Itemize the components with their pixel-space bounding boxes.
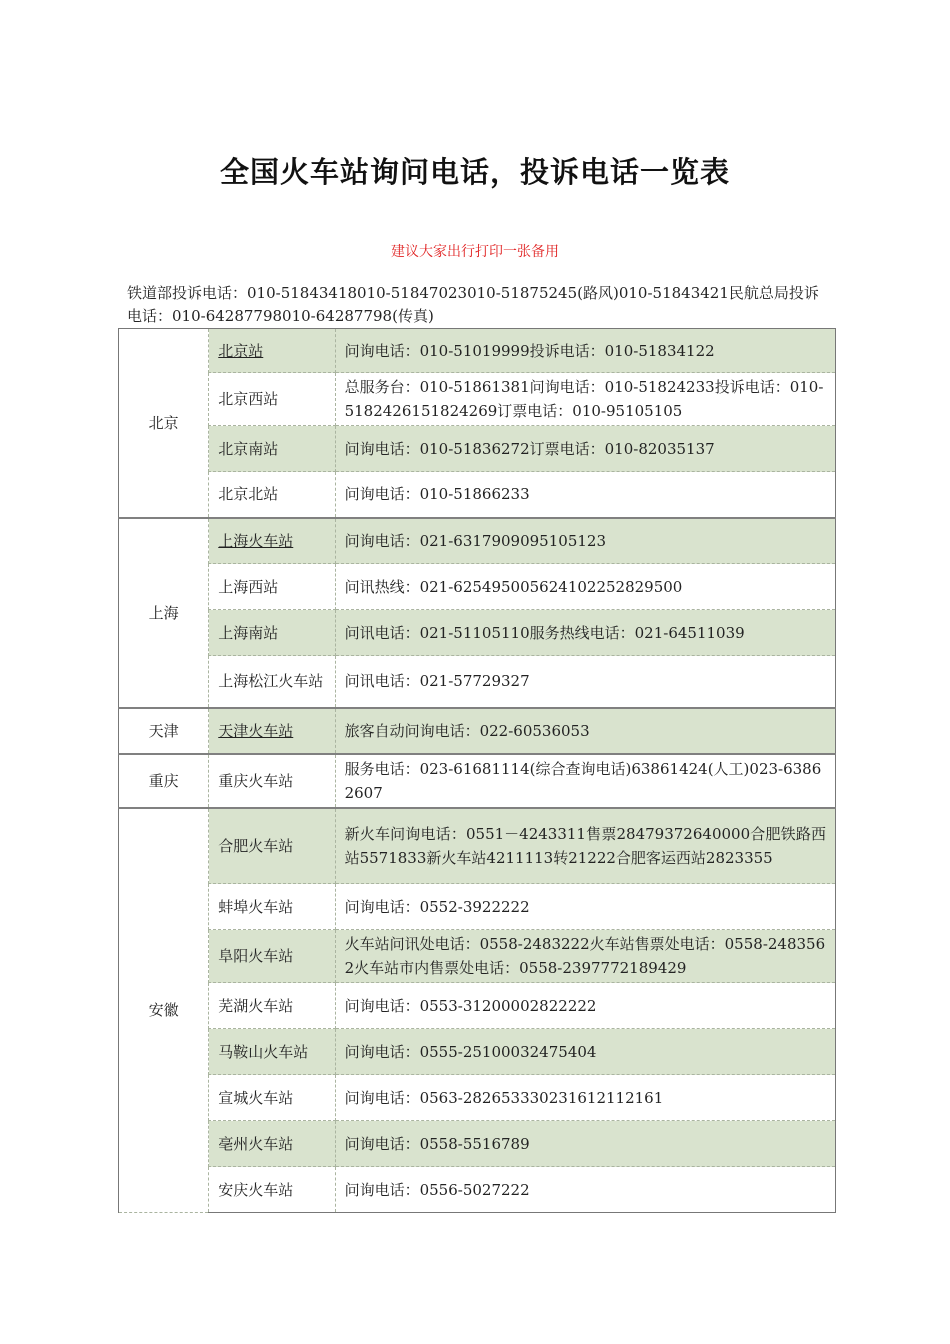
station-name: 北京南站 (218, 439, 279, 458)
station-name: 合肥火车站 (218, 836, 294, 855)
station-name: 芜湖火车站 (218, 996, 294, 1015)
station-link[interactable]: 天津火车站 (218, 721, 294, 740)
station-name: 北京北站 (218, 485, 279, 504)
station-name: 重庆火车站 (218, 771, 294, 790)
station-name-cell (209, 564, 335, 610)
table-row (119, 1167, 836, 1213)
table-row (119, 426, 836, 472)
phone-info-cell: 问询电话：0558-5516789 (335, 1121, 835, 1167)
station-name: 上海南站 (218, 623, 279, 642)
station-name-cell (209, 426, 335, 472)
station-table-body (119, 329, 836, 1213)
phone-info-cell: 火车站问讯处电话：0558-2483222火车站售票处电话：0558-2483562火车站市内售票处电话：0558-2397772189429 (335, 930, 835, 983)
phone-info-cell: 问询电话：0553-31200002822222 (335, 983, 835, 1029)
station-name: 宣城火车站 (218, 1088, 294, 1107)
station-name: 蚌埠火车站 (218, 897, 294, 916)
table-row (119, 1075, 836, 1121)
station-name-cell (209, 708, 335, 754)
phone-info-cell: 问询电话：0552-3922222 (335, 884, 835, 930)
station-name-cell (209, 329, 335, 373)
station-name-cell (209, 1029, 335, 1075)
city-cell: 上海 (119, 518, 209, 708)
station-name-cell (209, 1075, 335, 1121)
table-row (119, 708, 836, 754)
phone-info-cell: 问询电话：010-51019999投诉电话：010-51834122 (335, 329, 835, 373)
phone-info-cell: 服务电话：023-61681114(综合查询电话)63861424(人工)023-63862607 (335, 754, 835, 808)
phone-info-cell: 问讯电话：021-51105110服务热线电话：021-64511039 (335, 610, 835, 656)
complaint-hotlines-paragraph: 铁道部投诉电话：010-51843418010-51847023010-51875245(路风)010-51843421民航总局投诉电话：010-64287798010-64287798(传真) (127, 284, 819, 325)
city-cell: 北京 (119, 329, 209, 518)
phone-info-cell: 问讯热线：021-625495005624102252829500 (335, 564, 835, 610)
table-row (119, 656, 836, 708)
phone-info-cell: 总服务台：010-51861381问询电话：010-51824233投诉电话：010-5182426151824269订票电话：010-95105105 (335, 373, 835, 426)
city-cell: 天津 (119, 708, 209, 754)
table-row (119, 518, 836, 564)
phone-info-cell: 问询电话：0555-25100032475404 (335, 1029, 835, 1075)
table-row (119, 329, 836, 373)
phone-info-cell: 问讯电话：021-57729327 (335, 656, 835, 708)
station-name: 阜阳火车站 (218, 947, 294, 965)
table-row (119, 373, 836, 426)
station-name: 上海西站 (218, 577, 279, 596)
station-link[interactable]: 上海火车站 (218, 531, 294, 550)
station-name-cell (209, 656, 335, 708)
station-phone-table (118, 328, 836, 1213)
table-row (119, 610, 836, 656)
document-title: 全国火车站询问电话，投诉电话一览表 (219, 155, 730, 189)
table-row (119, 472, 836, 518)
station-name-cell (209, 930, 335, 983)
table-row (119, 1121, 836, 1167)
phone-info-cell: 新火车问询电话：0551－4243311售票28479372640000合肥铁路西站5571833新火车站4211113转21222合肥客运西站2823355 (335, 808, 835, 884)
table-row (119, 564, 836, 610)
phone-info-cell: 问询电话：0556-5027222 (335, 1167, 835, 1213)
table-row (119, 1029, 836, 1075)
phone-info-cell: 问询电话：010-51836272订票电话：010-82035137 (335, 426, 835, 472)
city-cell: 安徽 (119, 808, 209, 1213)
phone-info-cell: 旅客自动问询电话：022-60536053 (335, 708, 835, 754)
station-name-cell (209, 610, 335, 656)
phone-info-cell: 问询电话：021-6317909095105123 (335, 518, 835, 564)
station-name: 安庆火车站 (218, 1180, 294, 1199)
station-name-cell (209, 373, 335, 426)
phone-info-cell: 问询电话：010-51866233 (335, 472, 835, 518)
city-cell: 重庆 (119, 754, 209, 808)
station-name-cell (209, 808, 335, 884)
station-name-cell (209, 983, 335, 1029)
station-name: 上海松江火车站 (218, 672, 324, 691)
station-name: 北京西站 (218, 390, 279, 408)
station-name-cell (209, 754, 335, 808)
document-subtitle: 建议大家出行打印一张备用 (391, 244, 559, 260)
table-row (119, 754, 836, 808)
station-link[interactable]: 北京站 (218, 341, 264, 360)
table-row (119, 808, 836, 884)
table-row (119, 983, 836, 1029)
station-name: 马鞍山火车站 (218, 1042, 309, 1061)
station-name-cell (209, 472, 335, 518)
station-name: 亳州火车站 (218, 1134, 294, 1153)
table-row (119, 930, 836, 983)
station-name-cell (209, 884, 335, 930)
phone-info-cell: 问询电话：0563-282653330231612112161 (335, 1075, 835, 1121)
table-row (119, 884, 836, 930)
station-name-cell (209, 518, 335, 564)
station-name-cell (209, 1121, 335, 1167)
station-name-cell (209, 1167, 335, 1213)
